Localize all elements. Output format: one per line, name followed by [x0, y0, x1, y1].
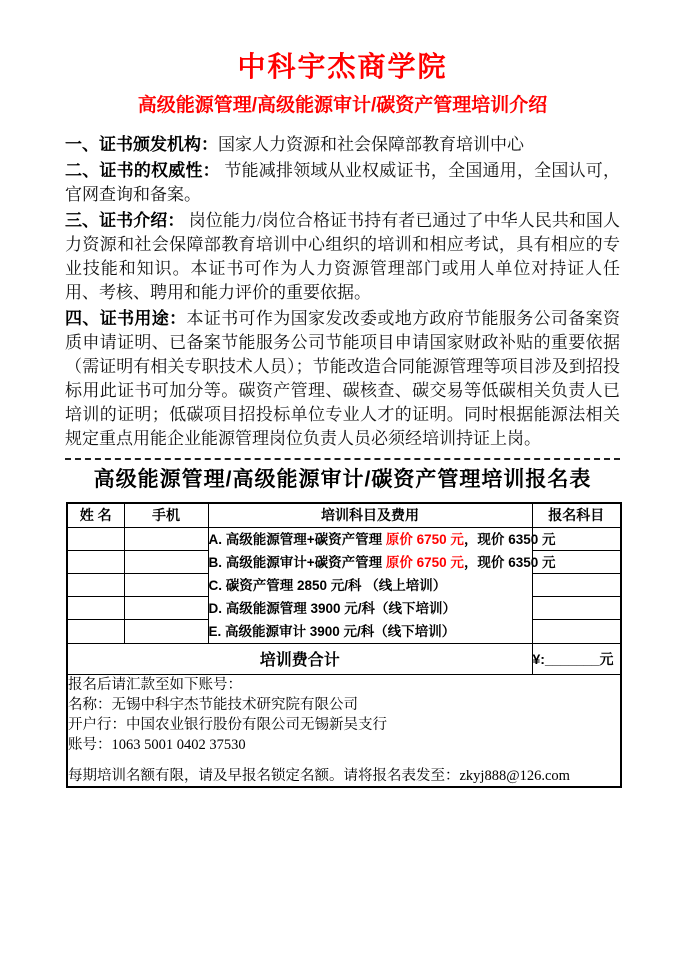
page-title: 中科宇杰商学院	[237, 52, 448, 83]
section-label: 二、证书的权威性：	[65, 161, 220, 180]
fee-option-text: E. 高级能源审计 3900 元/科（线下培训）	[208, 623, 456, 639]
payment-info-cell	[67, 674, 621, 787]
fee-option-line	[209, 620, 532, 643]
section-paragraph	[65, 209, 620, 305]
intro-sections	[65, 133, 620, 451]
fee-option-line	[208, 528, 556, 551]
table-header-row	[67, 503, 621, 527]
section-label: 三、证书介绍：	[65, 211, 185, 230]
phone-input-cell	[124, 597, 208, 620]
name-input-cell	[67, 573, 124, 596]
total-label-cell: 培训费合计	[67, 643, 532, 674]
payment-row	[67, 674, 621, 787]
total-amount-cell: ¥:_______元	[532, 643, 621, 674]
col-header-subject: 报名科目	[532, 503, 621, 527]
phone-input-cell	[124, 550, 208, 573]
section-text: 岗位能力/岗位合格证书持有者已通过了中华人民共和国人力资源和社会保障部教育培训中心组织的培训和相应考试，具有相应的专业技能和知识。本证书可作为人力资源管理部门或用人单位对持证人任用、考核、聘用和能力评价的重要依据。	[65, 211, 620, 302]
col-header-fees: 培训科目及费用	[208, 503, 532, 527]
fee-option-text: B. 高级能源审计+碳资产管理	[208, 554, 386, 570]
table-row	[67, 527, 621, 550]
name-input-cell	[67, 550, 124, 573]
section-paragraph	[65, 159, 620, 207]
fee-option-line	[209, 597, 532, 620]
phone-input-cell	[124, 620, 208, 643]
payee-bank: 开户行：中国农业银行股份有限公司无锡新吴支行	[68, 716, 387, 733]
fee-option-current-price: ，现价 6350 元	[463, 554, 556, 570]
fee-option-original-price: 原价 6750 元	[385, 531, 464, 547]
name-input-cell	[67, 620, 124, 643]
fee-option-text: A. 高级能源管理+碳资产管理	[208, 531, 386, 547]
dashed-divider	[65, 458, 620, 460]
payment-heading: 报名后请汇款至如下账号：	[68, 676, 242, 693]
subject-input-cell	[532, 597, 621, 620]
section-text: 本证书可作为国家发改委或地方政府节能服务公司备案资质申请证明、已备案节能服务公司节能项目申请国家财政补贴的重要依据（需证明有相关专职技术人员）；节能改造合同能源管理等项目涉及到招投标用此证书可加分等。碳资产管理、碳核查、碳交易等低碳相关负责人已培训的证明；低碳项目招投标单位专业人才的证明。同时根据能源法相关规定重点用能企业能源管理岗位负责人员必须经培训持证上岗。	[65, 309, 620, 448]
section-text: 国家人力资源和社会保障部教育培训中心	[218, 135, 524, 154]
payee-account: 账号：1063 5001 0402 37530	[68, 736, 246, 753]
fee-option-line	[209, 574, 532, 597]
col-header-phone: 手机	[124, 503, 208, 527]
fee-option-line	[208, 551, 556, 574]
section-paragraph	[65, 307, 620, 451]
page-subtitle: 高级能源管理/高级能源审计/碳资产管理培训介绍	[137, 95, 548, 116]
subject-input-cell	[532, 620, 621, 643]
section-text: 节能减排领域从业权威证书，全国通用，全国认可，官网查询和备案。	[65, 161, 621, 204]
subject-input-cell	[532, 573, 621, 596]
name-input-cell	[67, 597, 124, 620]
section-paragraph	[65, 133, 620, 157]
name-input-cell	[67, 527, 124, 550]
payee-name: 名称：无锡中科宇杰节能技术研究院有限公司	[68, 696, 358, 713]
section-label: 一、证书颁发机构：	[65, 135, 218, 154]
registration-note: 每期培训名额有限，请及早报名锁定名额。请将报名表发至：zkyj888@126.com	[68, 767, 570, 784]
total-row	[67, 643, 621, 674]
phone-input-cell	[124, 527, 208, 550]
col-header-name: 姓 名	[67, 503, 124, 527]
fee-option-original-price: 原价 6750 元	[385, 554, 464, 570]
fee-options-cell	[208, 527, 556, 643]
section-label: 四、证书用途：	[65, 309, 187, 328]
phone-input-cell	[124, 573, 208, 596]
registration-table	[66, 502, 622, 788]
form-title: 高级能源管理/高级能源审计/碳资产管理培训报名表	[93, 468, 592, 491]
fee-option-text: D. 高级能源管理 3900 元/科（线下培训）	[208, 600, 457, 616]
fee-option-current-price: ，现价 6350 元	[463, 531, 556, 547]
fee-option-text: C. 碳资产管理 2850 元/科 （线上培训）	[208, 577, 447, 593]
